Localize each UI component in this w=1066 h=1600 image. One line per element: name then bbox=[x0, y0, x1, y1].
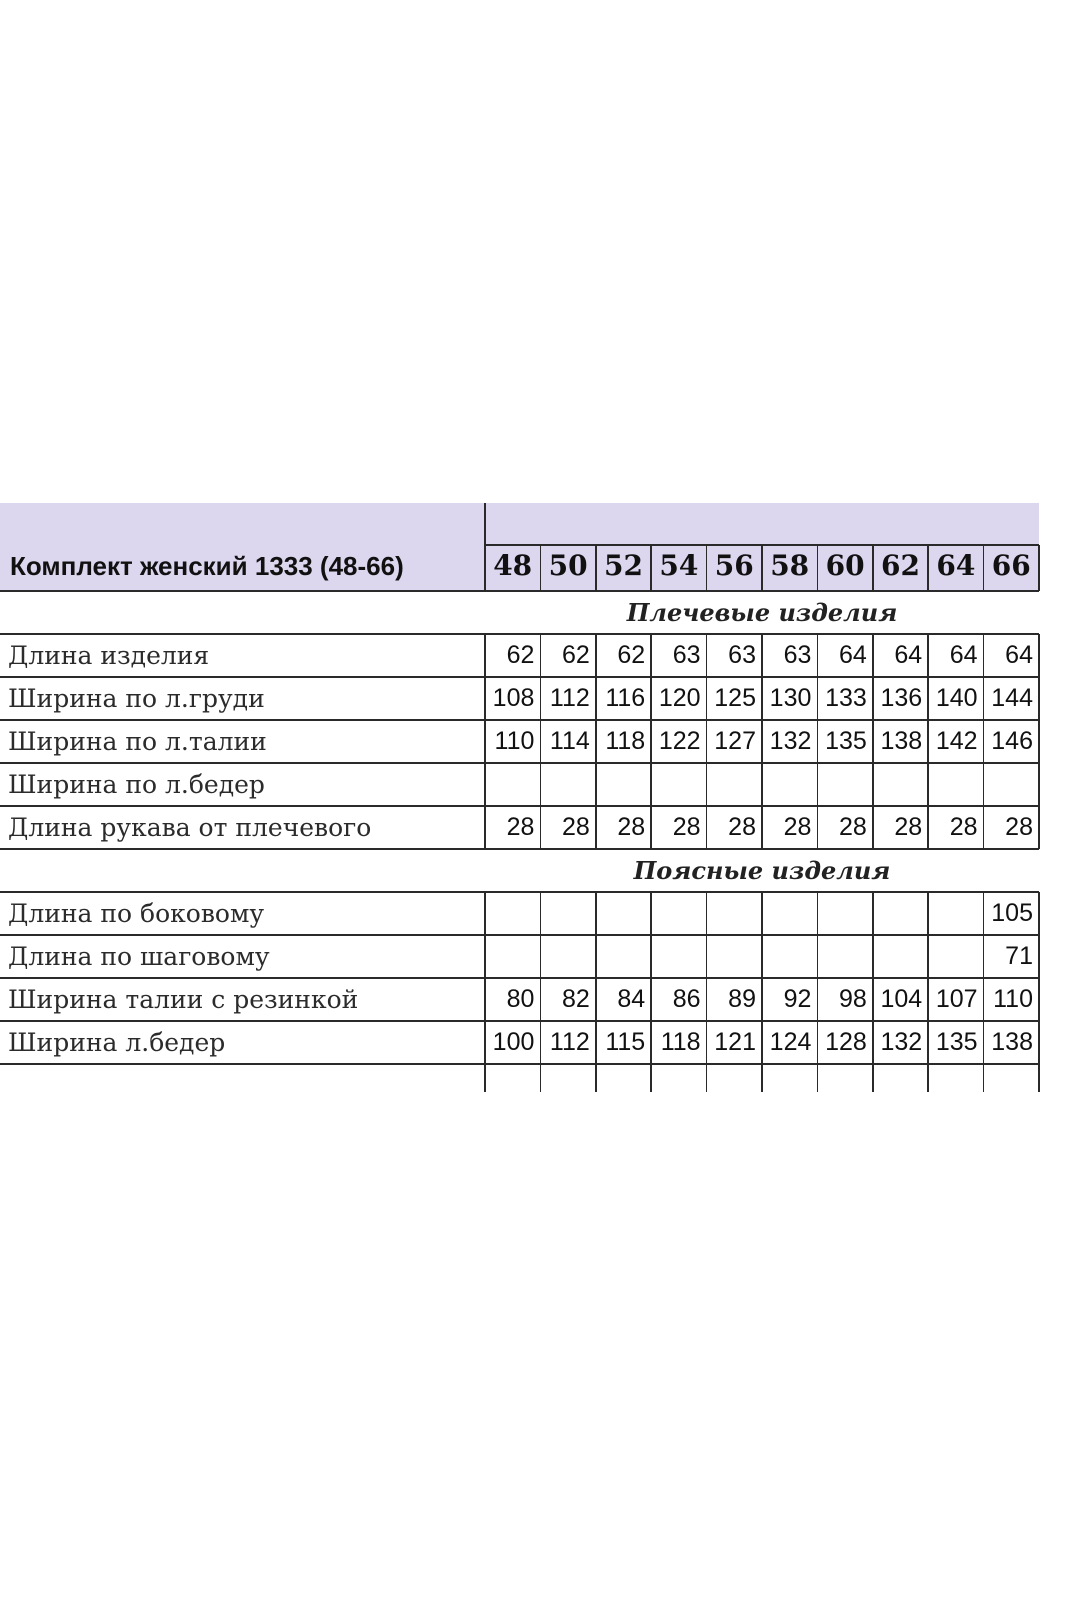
grid-line bbox=[484, 720, 486, 763]
grid-line bbox=[0, 934, 1039, 936]
grid-line bbox=[872, 677, 874, 720]
grid-line bbox=[761, 1064, 763, 1092]
grid-line bbox=[983, 545, 985, 591]
measurement-value: 89 bbox=[728, 985, 756, 1013]
measurement-value: 115 bbox=[605, 1028, 646, 1056]
grid-line bbox=[927, 763, 929, 806]
measurement-value: 122 bbox=[658, 727, 701, 755]
measurement-label: Ширина л.бедер bbox=[8, 1028, 226, 1057]
size-header: 56 bbox=[714, 549, 754, 582]
grid-line bbox=[0, 891, 1039, 893]
grid-line bbox=[540, 1064, 542, 1092]
grid-line bbox=[1038, 634, 1040, 677]
grid-line bbox=[595, 1021, 597, 1064]
grid-line bbox=[540, 677, 542, 720]
grid-line bbox=[983, 806, 985, 849]
measurement-value: 64 bbox=[894, 641, 923, 669]
grid-line bbox=[927, 806, 929, 849]
grid-line bbox=[817, 892, 819, 935]
grid-line bbox=[983, 634, 985, 677]
measurement-value: 136 bbox=[880, 684, 923, 712]
measurement-value: 71 bbox=[1005, 942, 1033, 970]
measurement-label: Ширина талии с резинкой bbox=[8, 985, 359, 1014]
grid-line bbox=[706, 978, 708, 1021]
measurement-value: 86 bbox=[672, 985, 701, 1013]
grid-line bbox=[761, 763, 763, 806]
measurement-value: 64 bbox=[838, 641, 867, 669]
measurement-value bbox=[817, 935, 872, 978]
grid-line bbox=[1038, 935, 1040, 978]
grid-line bbox=[650, 1021, 652, 1064]
measurement-value: 132 bbox=[769, 727, 812, 755]
measurement-value: 64 bbox=[1005, 641, 1033, 669]
grid-line bbox=[595, 545, 597, 591]
grid-line bbox=[650, 806, 652, 849]
size-header: 60 bbox=[825, 549, 865, 582]
grid-line bbox=[872, 892, 874, 935]
size-header: 66 bbox=[991, 549, 1031, 582]
grid-line bbox=[1038, 892, 1040, 935]
grid-line bbox=[1038, 978, 1040, 1021]
measurement-value: 63 bbox=[672, 641, 701, 669]
grid-line bbox=[1038, 720, 1040, 763]
grid-line bbox=[706, 545, 708, 591]
grid-line bbox=[761, 677, 763, 720]
grid-line bbox=[817, 634, 819, 677]
grid-line bbox=[540, 978, 542, 1021]
grid-line bbox=[872, 1064, 874, 1092]
grid-line bbox=[595, 935, 597, 978]
grid-line bbox=[761, 935, 763, 978]
grid-line bbox=[706, 763, 708, 806]
grid-line bbox=[650, 978, 652, 1021]
measurement-value: 121 bbox=[714, 1028, 756, 1056]
measurement-value bbox=[762, 935, 817, 978]
grid-line bbox=[927, 545, 929, 591]
measurement-value: 28 bbox=[672, 813, 701, 841]
grid-line bbox=[650, 677, 652, 720]
measurement-value: 135 bbox=[825, 727, 867, 755]
grid-line bbox=[1038, 677, 1040, 720]
measurement-value: 100 bbox=[492, 1028, 535, 1056]
measurement-value: 28 bbox=[728, 813, 756, 841]
grid-line bbox=[817, 935, 819, 978]
measurement-value bbox=[485, 892, 540, 935]
measurement-value: 82 bbox=[561, 985, 590, 1013]
grid-line bbox=[595, 720, 597, 763]
measurement-value: 63 bbox=[728, 641, 756, 669]
measurement-value: 142 bbox=[935, 727, 978, 755]
grid-line bbox=[0, 762, 1039, 764]
size-header: 64 bbox=[936, 549, 976, 582]
grid-line bbox=[706, 1064, 708, 1092]
measurement-value: 133 bbox=[825, 684, 867, 712]
measurement-value: 84 bbox=[617, 985, 646, 1013]
measurement-value: 62 bbox=[561, 641, 590, 669]
measurement-value bbox=[651, 935, 706, 978]
grid-line bbox=[0, 848, 1039, 850]
measurement-value: 144 bbox=[991, 684, 1033, 712]
size-header: 58 bbox=[770, 549, 810, 582]
grid-line bbox=[595, 677, 597, 720]
measurement-value bbox=[873, 892, 928, 935]
measurement-value: 112 bbox=[549, 1028, 590, 1056]
measurement-value bbox=[485, 763, 540, 806]
measurement-value: 64 bbox=[949, 641, 978, 669]
measurement-value bbox=[817, 763, 872, 806]
grid-line bbox=[983, 677, 985, 720]
grid-line bbox=[540, 806, 542, 849]
measurement-value bbox=[817, 892, 872, 935]
grid-line bbox=[0, 590, 1039, 592]
measurement-value: 28 bbox=[949, 813, 978, 841]
grid-line bbox=[484, 978, 486, 1021]
measurement-label: Ширина по л.бедер bbox=[8, 770, 265, 799]
measurement-value bbox=[928, 935, 983, 978]
measurement-value: 140 bbox=[935, 684, 978, 712]
grid-line bbox=[706, 892, 708, 935]
grid-line bbox=[817, 545, 819, 591]
measurement-value: 124 bbox=[769, 1028, 812, 1056]
grid-line bbox=[761, 978, 763, 1021]
grid-line bbox=[927, 677, 929, 720]
grid-line bbox=[872, 545, 874, 591]
measurement-value bbox=[984, 763, 1039, 806]
measurement-value: 28 bbox=[561, 813, 590, 841]
grid-line bbox=[927, 978, 929, 1021]
measurement-value: 104 bbox=[880, 985, 923, 1013]
section-title: Поясные изделия bbox=[633, 856, 891, 885]
section-title: Плечевые изделия bbox=[626, 598, 898, 627]
grid-line bbox=[650, 720, 652, 763]
grid-line bbox=[484, 1064, 486, 1092]
measurement-value: 92 bbox=[783, 985, 812, 1013]
grid-line bbox=[927, 1064, 929, 1092]
measurement-value: 128 bbox=[825, 1028, 867, 1056]
grid-line bbox=[484, 677, 486, 720]
measurement-value bbox=[707, 935, 762, 978]
grid-line bbox=[540, 634, 542, 677]
measurement-value bbox=[762, 892, 817, 935]
grid-line bbox=[484, 503, 486, 591]
measurement-value bbox=[651, 763, 706, 806]
size-chart-table bbox=[0, 503, 1066, 1103]
measurement-value: 28 bbox=[894, 813, 923, 841]
grid-line bbox=[983, 978, 985, 1021]
measurement-value: 118 bbox=[605, 727, 646, 755]
measurement-value: 132 bbox=[880, 1028, 923, 1056]
grid-line bbox=[540, 935, 542, 978]
measurement-value: 116 bbox=[605, 684, 646, 712]
grid-line bbox=[817, 806, 819, 849]
measurement-value: 28 bbox=[617, 813, 646, 841]
grid-line bbox=[1038, 1021, 1040, 1064]
measurement-value: 28 bbox=[506, 813, 535, 841]
measurement-label: Длина по шаговому bbox=[8, 942, 270, 971]
measurement-value: 108 bbox=[492, 684, 535, 712]
grid-line bbox=[540, 763, 542, 806]
grid-line bbox=[1038, 1064, 1040, 1092]
measurement-value bbox=[485, 935, 540, 978]
grid-line bbox=[761, 892, 763, 935]
measurement-value: 112 bbox=[549, 684, 590, 712]
grid-line bbox=[872, 1021, 874, 1064]
grid-line bbox=[983, 763, 985, 806]
grid-line bbox=[761, 1021, 763, 1064]
measurement-value bbox=[707, 892, 762, 935]
grid-line bbox=[872, 806, 874, 849]
grid-line bbox=[650, 892, 652, 935]
grid-line bbox=[484, 935, 486, 978]
grid-line bbox=[817, 1064, 819, 1092]
grid-line bbox=[983, 1021, 985, 1064]
grid-line bbox=[1038, 763, 1040, 806]
grid-line bbox=[484, 763, 486, 806]
grid-line bbox=[650, 634, 652, 677]
grid-line bbox=[927, 720, 929, 763]
grid-line bbox=[761, 720, 763, 763]
grid-line bbox=[706, 634, 708, 677]
grid-line bbox=[484, 892, 486, 935]
measurement-value bbox=[928, 763, 983, 806]
grid-line bbox=[0, 977, 1039, 979]
grid-line bbox=[1038, 545, 1040, 591]
measurement-value bbox=[707, 763, 762, 806]
measurement-label: Ширина по л.талии bbox=[8, 727, 267, 756]
grid-line bbox=[650, 1064, 652, 1092]
grid-line bbox=[872, 935, 874, 978]
grid-line bbox=[817, 1021, 819, 1064]
measurement-value bbox=[873, 935, 928, 978]
grid-line bbox=[484, 1021, 486, 1064]
measurement-value: 62 bbox=[506, 641, 535, 669]
measurement-value: 110 bbox=[494, 727, 535, 755]
measurement-value: 138 bbox=[880, 727, 923, 755]
grid-line bbox=[983, 720, 985, 763]
measurement-value bbox=[596, 892, 651, 935]
grid-line bbox=[761, 634, 763, 677]
size-header: 52 bbox=[604, 549, 643, 582]
measurement-value: 110 bbox=[993, 985, 1033, 1013]
measurement-value: 107 bbox=[935, 985, 978, 1013]
grid-line bbox=[540, 1021, 542, 1064]
grid-line bbox=[595, 806, 597, 849]
measurement-value bbox=[540, 763, 595, 806]
measurement-value: 135 bbox=[935, 1028, 978, 1056]
grid-line bbox=[983, 892, 985, 935]
measurement-value bbox=[540, 892, 595, 935]
grid-line bbox=[706, 1021, 708, 1064]
measurement-value: 63 bbox=[783, 641, 812, 669]
grid-line bbox=[540, 892, 542, 935]
measurement-value bbox=[651, 892, 706, 935]
measurement-value bbox=[928, 892, 983, 935]
measurement-value: 118 bbox=[660, 1028, 701, 1056]
grid-line bbox=[761, 545, 763, 591]
measurement-value: 130 bbox=[769, 684, 812, 712]
grid-line bbox=[817, 978, 819, 1021]
size-header: 54 bbox=[659, 549, 699, 582]
measurement-value bbox=[596, 763, 651, 806]
measurement-value: 114 bbox=[549, 727, 590, 755]
measurement-value: 105 bbox=[991, 899, 1033, 927]
grid-line bbox=[872, 720, 874, 763]
measurement-label: Ширина по л.груди bbox=[8, 684, 265, 713]
measurement-value: 28 bbox=[838, 813, 867, 841]
measurement-value: 125 bbox=[714, 684, 756, 712]
grid-line bbox=[540, 545, 542, 591]
measurement-value: 62 bbox=[617, 641, 646, 669]
grid-line bbox=[817, 720, 819, 763]
measurement-value: 120 bbox=[658, 684, 701, 712]
measurement-value: 138 bbox=[991, 1028, 1033, 1056]
measurement-label: Длина рукава от плечевого bbox=[8, 813, 372, 842]
grid-line bbox=[650, 763, 652, 806]
grid-line bbox=[761, 806, 763, 849]
measurement-value: 28 bbox=[1005, 813, 1033, 841]
grid-line bbox=[706, 677, 708, 720]
measurement-value: 80 bbox=[506, 985, 535, 1013]
grid-line bbox=[650, 545, 652, 591]
measurement-label: Длина изделия bbox=[8, 641, 210, 670]
grid-line bbox=[0, 1020, 1039, 1022]
grid-line bbox=[0, 676, 1039, 678]
grid-line bbox=[595, 892, 597, 935]
grid-line bbox=[927, 634, 929, 677]
size-header: 48 bbox=[493, 549, 533, 582]
measurement-value bbox=[873, 763, 928, 806]
grid-line bbox=[650, 935, 652, 978]
grid-line bbox=[0, 633, 1039, 635]
grid-line bbox=[817, 677, 819, 720]
measurement-value: 127 bbox=[714, 727, 756, 755]
grid-line bbox=[595, 978, 597, 1021]
grid-line bbox=[595, 634, 597, 677]
grid-line bbox=[1038, 806, 1040, 849]
measurement-value bbox=[540, 935, 595, 978]
grid-line bbox=[595, 763, 597, 806]
measurement-label: Длина по боковому bbox=[8, 899, 265, 928]
grid-line bbox=[706, 720, 708, 763]
measurement-value bbox=[762, 763, 817, 806]
table-title: Комплект женский 1333 (48-66) bbox=[10, 551, 404, 581]
grid-line bbox=[0, 719, 1039, 721]
grid-line bbox=[817, 763, 819, 806]
grid-line bbox=[484, 634, 486, 677]
measurement-value: 146 bbox=[991, 727, 1033, 755]
grid-line bbox=[983, 935, 985, 978]
measurement-value: 28 bbox=[783, 813, 812, 841]
grid-line bbox=[706, 935, 708, 978]
grid-line bbox=[872, 763, 874, 806]
size-header: 62 bbox=[881, 549, 920, 582]
measurement-value bbox=[596, 935, 651, 978]
grid-line bbox=[872, 634, 874, 677]
grid-line bbox=[927, 892, 929, 935]
grid-line bbox=[0, 805, 1039, 807]
grid-line bbox=[983, 1064, 985, 1092]
grid-line bbox=[540, 720, 542, 763]
size-header: 50 bbox=[548, 549, 588, 582]
grid-line bbox=[706, 806, 708, 849]
grid-line bbox=[595, 1064, 597, 1092]
grid-line bbox=[872, 978, 874, 1021]
grid-line bbox=[484, 806, 486, 849]
grid-line bbox=[0, 1063, 1039, 1065]
grid-line bbox=[927, 1021, 929, 1064]
grid-line bbox=[927, 935, 929, 978]
measurement-value: 98 bbox=[838, 985, 867, 1013]
